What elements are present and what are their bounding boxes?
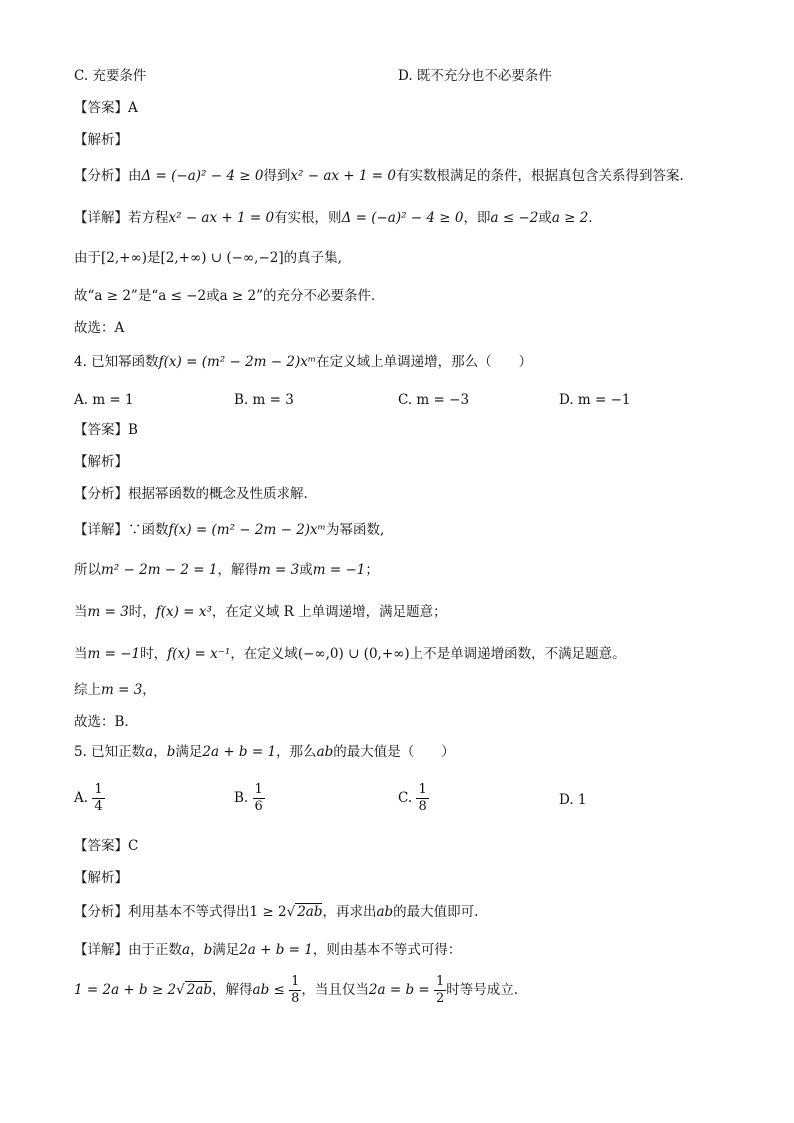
math-expr: b	[203, 942, 213, 958]
numerator: 1	[418, 782, 427, 797]
answer-value: C	[128, 838, 139, 854]
text: 的最大值即可.	[393, 904, 479, 920]
text: 当	[74, 604, 88, 620]
xiangjie-tag: 【详解】	[74, 522, 128, 538]
text: 利用基本不等式得出	[128, 904, 250, 920]
q4-option-c: C. m = −3	[398, 392, 470, 408]
text: 在定义域上单调递增，那么（ ）	[316, 354, 533, 370]
text: ，解得	[217, 562, 258, 578]
q3-select: 故选：A	[74, 320, 125, 336]
q3-analysis-tag	[74, 130, 128, 150]
denominator: 2	[435, 991, 445, 1006]
math-expr: x² − ax + 1 = 0	[290, 168, 396, 184]
math-expr: f(x) = x⁻¹	[167, 646, 231, 662]
math-expr: m = −1	[87, 646, 141, 662]
option-label: C.	[398, 790, 413, 806]
math-expr: f(x) = (m² − 2m − 2)xᵐ	[158, 354, 317, 370]
math-expr: 1 ≥ 2	[249, 904, 287, 920]
math-expr: f(x) = (m² − 2m − 2)xᵐ	[168, 522, 326, 538]
q4-line2	[74, 560, 379, 580]
math-expr: b	[166, 744, 176, 760]
xiangjie-tag: 【详解】	[74, 210, 128, 226]
math-expr: [2,+∞)	[101, 250, 147, 266]
analysis-tag: 【解析】	[74, 132, 128, 148]
answer-tag: 【答案】	[74, 100, 128, 116]
text: 若方程	[128, 210, 169, 226]
text: 时等号成立.	[446, 982, 519, 998]
text: 时，	[128, 604, 156, 620]
text: 由于	[74, 250, 101, 266]
text: 满足	[175, 744, 203, 760]
text: ．	[588, 210, 602, 226]
q4-fenxi-line	[74, 484, 308, 504]
fraction	[253, 782, 265, 815]
text: 为幂函数,	[325, 522, 385, 538]
text: 有实数根满足的条件，根据真包含关系得到答案.	[395, 168, 684, 184]
math-expr: [2,+∞) ∪ (−∞,−2]	[160, 250, 284, 266]
math-expr: 2a = b =	[368, 982, 430, 998]
q3-line2	[74, 248, 342, 268]
math-expr: a	[145, 744, 154, 760]
math-expr: ab	[376, 904, 394, 920]
numerator: 1	[94, 782, 103, 797]
text: 5. 已知正数	[74, 744, 146, 760]
text: 是	[146, 250, 161, 266]
math-expr: m² − 2m − 2 = 1	[101, 562, 218, 578]
math-expr: m = −1	[312, 562, 366, 578]
q3-line3: 故“a ≥ 2”是“a ≤ −2或a ≥ 2”的充分不必要条件．	[74, 288, 385, 304]
math-expr: Δ = (−a)² − 4 ≥ 0	[141, 168, 264, 184]
q3-answer-line	[74, 98, 138, 118]
fraction	[434, 974, 446, 1007]
q4-option-d: D. m = −1	[559, 392, 631, 408]
math-expr: m = 3	[101, 682, 143, 698]
math-expr: 2a + b = 1	[239, 942, 313, 958]
option-label: A.	[74, 790, 89, 806]
text: 由于正数	[128, 942, 182, 958]
text: ，当且仅当	[301, 982, 369, 998]
fenxi-tag: 【分析】	[74, 904, 128, 920]
text: 的真子集,	[283, 250, 342, 266]
q5-option-d: D. 1	[559, 792, 587, 808]
q3-xiangjie-line	[74, 208, 602, 228]
q5-stem	[74, 742, 455, 762]
math-expr: a ≤ −2	[490, 210, 539, 226]
math-expr: m = 3	[257, 562, 300, 578]
answer-value: A	[128, 100, 138, 116]
text: 由	[128, 168, 142, 184]
numerator: 1	[254, 782, 263, 797]
q5-option-c	[398, 782, 429, 815]
numerator: 1	[435, 974, 445, 989]
q4-option-b: B. m = 3	[234, 392, 294, 408]
text: 根据幂函数的概念及性质求解.	[128, 486, 308, 502]
text: 时，	[140, 646, 168, 662]
xiangjie-tag: 【详解】	[74, 942, 128, 958]
sqrt-expr: √ 2ab	[176, 982, 213, 998]
q4-stem	[74, 352, 532, 372]
q5-answer-line	[74, 836, 138, 856]
text: ，再求出	[322, 904, 377, 920]
q3-option-c: C. 充要条件	[74, 68, 147, 84]
text: 的最大值是（ ）	[333, 744, 455, 760]
fenxi-tag: 【分析】	[74, 486, 128, 502]
radicand: 2ab	[186, 982, 213, 998]
text: ，	[142, 682, 156, 698]
fraction	[289, 974, 301, 1007]
q4-option-a: A. m = 1	[74, 392, 134, 408]
option-label: B.	[234, 790, 249, 806]
q4-line5	[74, 680, 156, 700]
text: 所以	[74, 562, 101, 578]
numerator: 1	[291, 974, 300, 989]
math-expr: Δ = (−a)² − 4 ≥ 0	[341, 210, 464, 226]
q4-line3	[74, 602, 447, 622]
answer-tag: 【答案】	[74, 422, 128, 438]
text: ，	[190, 942, 204, 958]
math-expr: 2a + b = 1	[202, 744, 277, 760]
text: ；	[365, 562, 379, 578]
fenxi-tag: 【分析】	[74, 168, 128, 184]
q5-option-a	[74, 782, 105, 815]
q3-fenxi-line	[74, 166, 684, 186]
math-expr: x² − ax + 1 = 0	[168, 210, 275, 226]
text: 当	[74, 646, 88, 662]
math-expr: a ≥ 2	[551, 210, 589, 226]
text: ∵函数	[128, 522, 169, 538]
math-expr: (−∞,0) ∪ (0,+∞)	[297, 646, 410, 662]
radicand: 2ab	[297, 904, 323, 920]
denominator: 4	[94, 799, 103, 814]
q4-analysis-tag	[74, 452, 128, 472]
math-expr: ab	[316, 744, 334, 760]
text: ，解得	[212, 982, 253, 998]
text: ，	[153, 744, 167, 760]
answer-value: B	[128, 422, 138, 438]
q4-line4	[74, 644, 626, 664]
text: 综上	[74, 682, 101, 698]
math-expr: m = 3	[87, 604, 129, 620]
text: 得到	[263, 168, 291, 184]
text: ，在定义域 R 上单调递增，满足题意；	[211, 604, 447, 620]
text: 有实根，则	[274, 210, 342, 226]
fraction	[92, 782, 104, 815]
math-expr: ab ≤	[252, 982, 285, 998]
text: ，即	[463, 210, 491, 226]
denominator: 6	[254, 799, 263, 814]
analysis-tag: 【解析】	[74, 870, 128, 886]
math-expr: 1 = 2a + b ≥ 2	[74, 982, 177, 998]
q5-analysis-tag	[74, 868, 128, 888]
math-expr: a	[182, 942, 191, 958]
fraction	[416, 782, 428, 815]
q5-xiangjie-line	[74, 940, 461, 960]
q4-xiangjie-line	[74, 520, 384, 540]
text: ，则由基本不等式可得：	[312, 942, 462, 958]
q3-option-d: D. 既不充分也不必要条件	[398, 68, 552, 84]
text: 或	[299, 562, 313, 578]
q5-line2	[74, 972, 518, 1008]
math-expr: f(x) = x³	[155, 604, 212, 620]
text: 上不是单调递增函数，不满足题意。	[409, 646, 626, 662]
sqrt-expr: √ 2ab	[286, 904, 323, 920]
text: 4. 已知幂函数	[74, 354, 159, 370]
denominator: 8	[291, 991, 300, 1006]
analysis-tag: 【解析】	[74, 454, 128, 470]
text: ，在定义域	[230, 646, 298, 662]
denominator: 8	[418, 799, 427, 814]
q5-option-b	[234, 782, 265, 815]
q5-fenxi-line	[74, 902, 478, 922]
answer-tag: 【答案】	[74, 838, 128, 854]
text: 或	[538, 210, 552, 226]
text: 满足	[212, 942, 240, 958]
text: ，那么	[276, 744, 317, 760]
q4-answer-line	[74, 420, 138, 440]
q4-select: 故选：B.	[74, 714, 129, 730]
